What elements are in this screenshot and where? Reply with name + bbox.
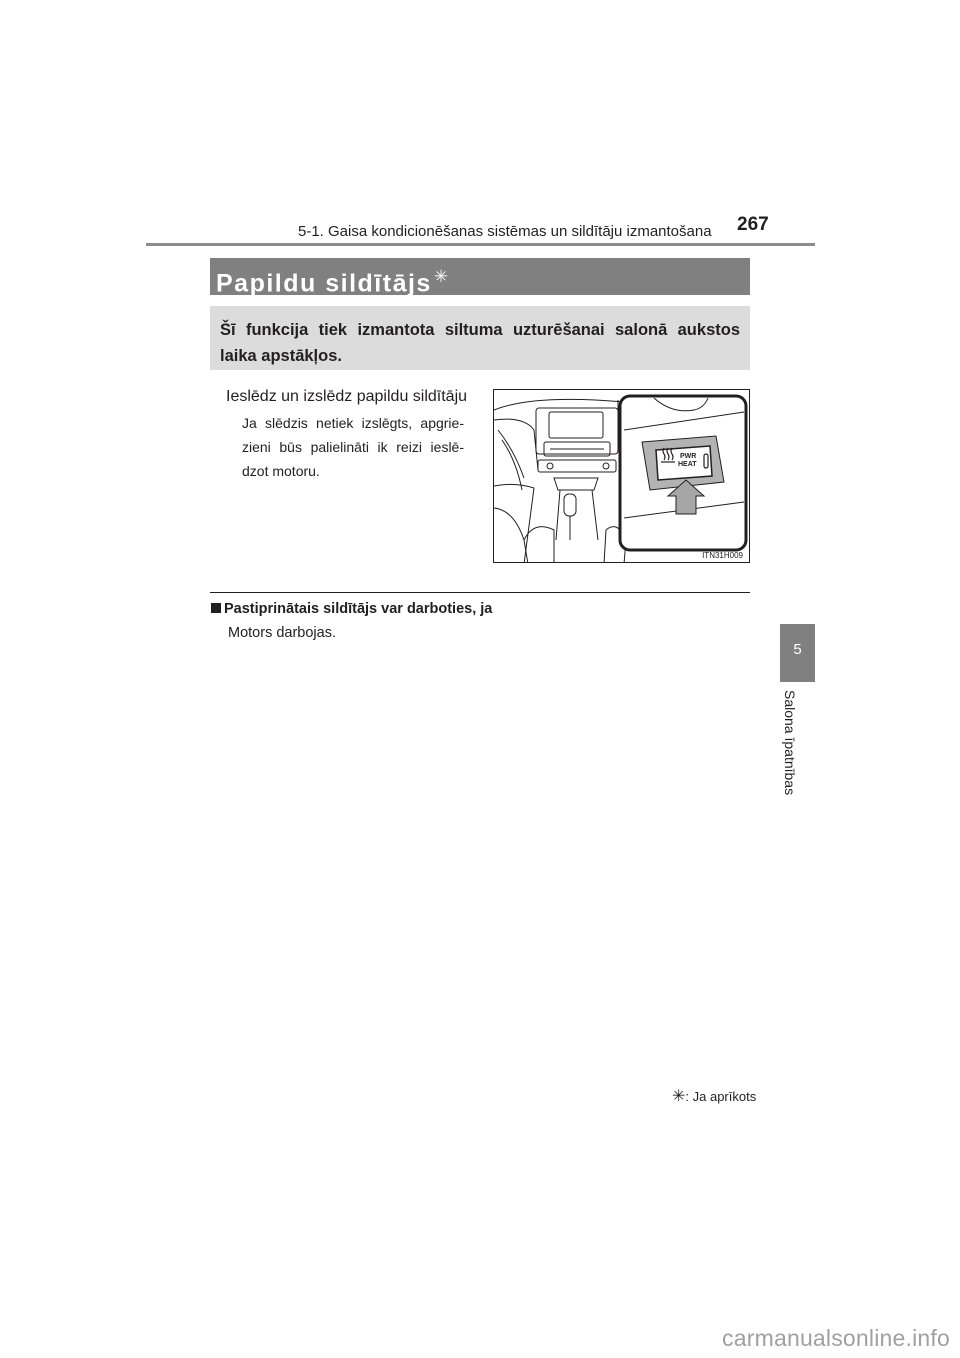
dashboard-illustration bbox=[493, 389, 750, 563]
figure-code: ITN31H009 bbox=[702, 551, 743, 560]
section-title-text: Papildu sildītājs bbox=[216, 269, 432, 298]
note-body: Motors darbojas. bbox=[228, 625, 336, 641]
chapter-tab bbox=[780, 624, 815, 682]
page-number: 267 bbox=[737, 214, 769, 235]
section-title bbox=[216, 260, 450, 300]
chapter-number: 5 bbox=[793, 641, 802, 658]
intro-box bbox=[210, 306, 750, 370]
item-label: Ieslēdz un izslēdz papildu sildītāju bbox=[226, 388, 468, 405]
footnote-text: : Ja aprīkots bbox=[685, 1089, 757, 1104]
asterisk-icon: ✳ bbox=[672, 1088, 686, 1105]
switch-label-pwr: PWR bbox=[680, 453, 697, 460]
chapter-label bbox=[783, 690, 813, 820]
header-rule bbox=[146, 243, 815, 246]
dashboard-drawing bbox=[494, 390, 750, 563]
footnote bbox=[672, 1086, 756, 1106]
intro-text: Šī funkcija tiek izmantota siltuma uzturēšanai salonā aukstos laika apstākļos. bbox=[220, 321, 740, 365]
asterisk-icon: ✳ bbox=[433, 267, 450, 286]
section-title-bar bbox=[210, 258, 750, 298]
item-description: Ja slēdzis netiek izslēgts, apgrie-zieni būs palielināti ik reizi ieslē-dzot motoru. bbox=[242, 415, 464, 479]
chapter-label-text: Salona īpatnības bbox=[782, 690, 798, 796]
note-heading-text: Pastiprinātais sildītājs var darboties, ja bbox=[224, 601, 493, 617]
square-bullet-icon bbox=[211, 603, 221, 613]
note-heading bbox=[211, 601, 492, 617]
running-header: 5-1. Gaisa kondicionēšanas sistēmas un sildītāju izmantošana bbox=[298, 223, 712, 240]
section-rule bbox=[210, 592, 750, 593]
watermark: carmanualsonline.info bbox=[722, 1325, 950, 1351]
switch-label-heat: HEAT bbox=[678, 461, 697, 468]
